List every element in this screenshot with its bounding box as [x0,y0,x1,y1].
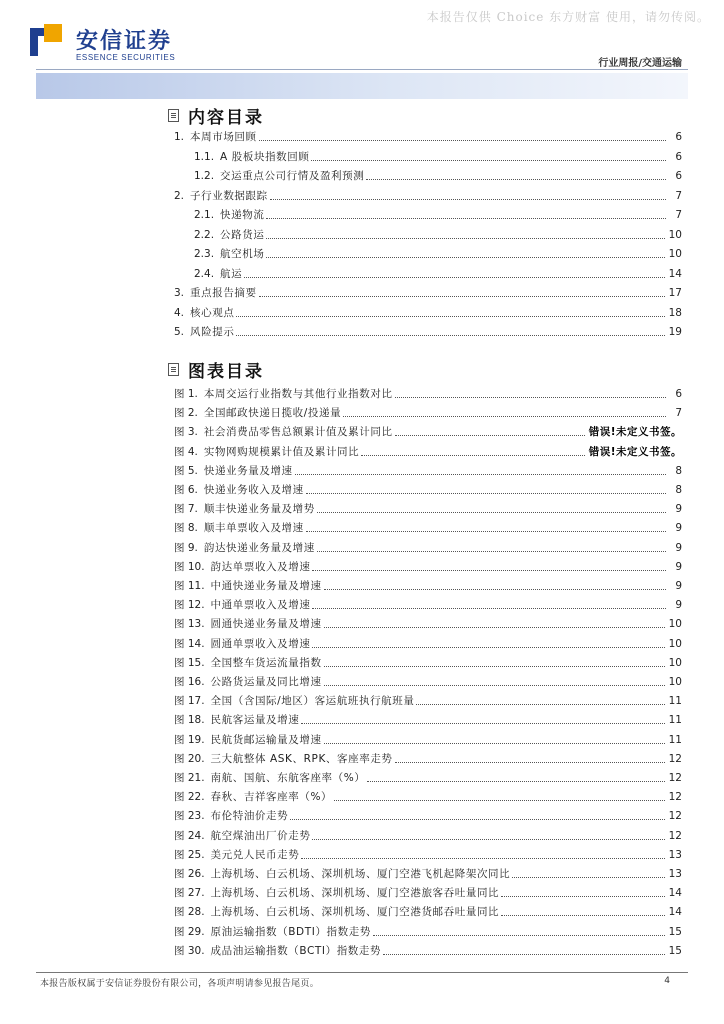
toc-entry[interactable] [194,226,682,244]
toc-entry-label: 上海机场、白云机场、深圳机场、厦门空港货邮吞吐量同比 [210,906,500,919]
toc-entry-page: 12 [668,810,682,823]
dot-leader [312,646,664,648]
toc-entry-page: 11 [668,695,682,708]
document-icon [168,109,179,122]
toc-entry-label: 快递业务收入及增速 [203,484,304,496]
toc-entry-label: 上海机场、白云机场、深圳机场、厦门空港飞机起降架次同比 [210,868,511,880]
toc-entry[interactable] [174,731,682,749]
toc-entry-label: 航运 [220,267,243,280]
toc-entry-label: 全国（含国际/地区）客运航班执行航班量 [210,695,415,708]
toc-entry[interactable] [174,769,682,787]
toc-entry-page: 9 [675,503,682,516]
toc-entry-page: 13 [668,868,682,880]
toc-entry-page: 19 [668,326,682,338]
toc-entry-page: 错误!未定义书签。 [588,445,682,458]
toc-entry-label: 美元兑人民币走势 [210,848,300,861]
toc-entry-number: 图 9. [174,541,198,554]
toc-entry-page: 6 [675,150,682,163]
toc-entry-page: 7 [675,407,682,420]
toc-entry-number: 图 30. [174,944,205,957]
dot-leader [266,217,666,219]
toc-entry-label: 子行业数据跟踪 [190,189,268,202]
dot-leader [317,511,666,513]
toc-entry[interactable] [174,404,682,422]
toc-entry-label: 圆通快递业务量及增速 [210,618,322,631]
toc-entry[interactable] [174,284,682,302]
toc-entry[interactable] [174,923,682,941]
toc-entry-label: 快递物流 [220,209,265,221]
toc-entry-label: 快递业务量及增速 [203,464,293,477]
toc-entry-label: 公路货运量及同比增速 [210,676,322,688]
toc-entry-number: 图 19. [174,733,205,746]
toc-entry-label: 公路货运 [220,228,265,241]
dot-leader [312,607,666,609]
toc-entry-page: 12 [668,791,682,804]
toc-entry-page: 7 [675,209,682,221]
toc-entry-number: 图 3. [174,426,198,439]
toc-entry-page: 8 [675,464,682,477]
contents-heading [168,103,264,127]
toc-entry-number: 图 7. [174,503,198,516]
toc-entry-label: 重点报告摘要 [190,287,257,299]
toc-entry-number: 图 16. [174,676,205,688]
toc-entry-label: 中通快递业务量及增速 [210,580,322,592]
essence-logo-icon [30,24,70,64]
toc-entry-number: 图 14. [174,637,205,650]
toc-entry[interactable] [174,187,682,205]
toc-entry-label: 顺丰快递业务量及增势 [203,503,315,516]
toc-entry[interactable] [174,846,682,864]
toc-entry-page: 14 [668,887,682,900]
document-icon [168,363,179,376]
toc-entry-page: 10 [668,676,682,688]
header-divider [36,69,688,70]
dot-leader [259,139,666,141]
toc-entry-page: 15 [668,944,682,957]
toc-entry-number: 2.4. [194,267,215,280]
toc-entry-page: 6 [675,170,682,182]
toc-entry-label: 航空煤油出厂价走势 [210,829,311,842]
toc-entry[interactable] [194,167,682,185]
dot-leader [270,198,666,200]
toc-entry[interactable] [174,711,682,729]
toc-entry-label: 上海机场、白云机场、深圳机场、厦门空港旅客吞吐量同比 [210,887,500,900]
contents-title: 内容目录 [188,107,264,128]
toc-entry-page: 6 [675,131,682,143]
toc-entry-number: 图 23. [174,810,205,823]
dot-leader [301,857,664,859]
toc-entry-page: 9 [675,599,682,612]
toc-entry[interactable] [174,654,682,672]
toc-entry[interactable] [174,942,682,960]
toc-entry-page: 17 [668,287,682,299]
toc-entry-page: 9 [675,580,682,592]
dot-leader [295,473,666,475]
toc-entry-number: 3. [174,287,185,299]
toc-entry-label: 本周交运行业指数与其他行业指数对比 [203,388,393,400]
toc-entry-page: 12 [668,772,682,784]
toc-entry-number: 图 5. [174,464,198,477]
toc-entry-page: 10 [668,248,682,260]
dot-leader [290,818,664,820]
dot-leader [324,665,665,667]
toc-entry[interactable] [174,903,682,921]
toc-entry-page: 14 [668,267,682,280]
toc-entry-label: 布伦特油价走势 [210,810,289,823]
toc-entry[interactable] [174,519,682,537]
dot-leader [343,415,666,417]
dot-leader [259,295,665,297]
dot-leader [366,178,666,180]
toc-entry-number: 1.2. [194,170,215,182]
dot-leader [501,914,664,916]
company-logo [30,22,180,72]
toc-entry-page: 18 [668,306,682,319]
toc-entry-number: 图 8. [174,522,198,535]
toc-entry-page: 10 [668,656,682,669]
toc-entry-page: 6 [675,388,682,400]
toc-entry[interactable] [174,615,682,633]
toc-entry-label: 春秋、吉祥客座率（%） [210,791,333,804]
dot-leader [512,876,664,878]
toc-entry-number: 图 13. [174,618,205,631]
toc-entry-label: 风险提示 [190,326,235,338]
toc-entry-page: 10 [668,637,682,650]
dot-leader [236,315,664,317]
toc-entry[interactable] [174,385,682,403]
toc-entry-number: 1.1. [194,150,215,163]
toc-entry-label: A 股板块指数回顾 [220,150,310,163]
toc-entry-number: 4. [174,306,185,319]
dot-leader [312,569,666,571]
toc-entry[interactable] [174,539,682,557]
brand-name-en: ESSENCE SECURITIES [76,53,176,62]
watermark: 本报告仅供 Choice 东方财富 使用，请勿传阅。 [426,10,710,24]
toc-entry[interactable] [174,692,682,710]
toc-entry-number: 图 12. [174,599,205,612]
toc-entry-label: 民航客运量及增速 [210,714,300,727]
toc-entry[interactable] [174,462,682,480]
dot-leader [306,492,666,494]
toc-entry-number: 图 11. [174,580,205,592]
dot-leader [311,159,666,161]
dot-leader [324,742,665,744]
dot-leader [361,454,584,456]
toc-entry-page: 13 [668,848,682,861]
dot-leader [395,761,665,763]
toc-entry-label: 韵达快递业务量及增速 [203,541,315,554]
toc-entry-number: 图 6. [174,484,198,496]
toc-entry[interactable] [194,245,682,263]
toc-entry-label: 民航货邮运输量及增速 [210,733,322,746]
toc-entry-number: 图 21. [174,772,205,784]
toc-entry-label: 交运重点公司行情及盈利预测 [220,170,365,182]
toc-entry-label: 中通单票收入及增速 [210,599,311,612]
toc-entry[interactable] [174,750,682,768]
toc-entry[interactable] [194,265,682,283]
dot-leader [395,396,666,398]
toc-entry-label: 圆通单票收入及增速 [210,637,311,650]
toc-entry[interactable] [174,577,682,595]
figures-heading [168,357,264,381]
toc-entry[interactable] [174,635,682,653]
dot-leader [373,934,665,936]
dot-leader [395,434,585,436]
toc-entry-page: 9 [675,560,682,573]
toc-entry[interactable] [174,807,682,825]
dot-leader [312,838,664,840]
toc-entry-number: 2. [174,189,185,202]
toc-entry[interactable] [174,481,682,499]
toc-entry-page: 15 [668,925,682,938]
toc-entry[interactable] [174,500,682,518]
toc-entry-label: 实物网购规模累计值及累计同比 [203,445,360,458]
toc-entry[interactable] [174,673,682,691]
page-number: 4 [664,976,670,986]
toc-entry[interactable] [174,788,682,806]
dot-leader [266,256,664,258]
toc-entry-page: 9 [675,522,682,535]
toc-entry-page: 错误!未定义书签。 [588,426,682,439]
toc-entry-number: 图 28. [174,906,205,919]
toc-entry-page: 9 [675,541,682,554]
toc-entry-label: 原油运输指数（BDTI）指数走势 [210,925,371,938]
toc-entry-label: 核心观点 [190,306,235,319]
dot-leader [301,722,664,724]
dot-leader [383,953,665,955]
toc-entry-number: 图 25. [174,848,205,861]
toc-entry[interactable] [194,206,682,224]
toc-entry-number: 图 24. [174,829,205,842]
toc-entry-label: 韵达单票收入及增速 [210,560,311,573]
toc-entry-number: 图 18. [174,714,205,727]
dot-leader [501,895,664,897]
toc-entry-page: 12 [668,829,682,842]
header-band [36,73,688,99]
toc-entry[interactable] [174,323,682,341]
toc-entry-number: 2.2. [194,228,215,241]
toc-entry-number: 图 22. [174,791,205,804]
figures-title: 图表目录 [188,361,264,382]
toc-entry-number: 图 1. [174,388,198,400]
dot-leader [416,703,664,705]
toc-entry-label: 全国整车货运流量指数 [210,656,322,669]
dot-leader [266,237,664,239]
toc-entry-label: 本周市场回顾 [190,131,257,143]
toc-entry-page: 7 [675,189,682,202]
dot-leader [324,588,666,590]
toc-entry[interactable] [174,558,682,576]
toc-entry-label: 顺丰单票收入及增速 [203,522,304,535]
toc-entry[interactable] [174,884,682,902]
toc-entry-label: 航空机场 [220,248,265,260]
toc-entry-number: 图 2. [174,407,198,420]
toc-entry-number: 5. [174,326,185,338]
toc-entry-number: 图 4. [174,445,198,458]
brand-name-cn: 安信证券 [76,29,173,54]
toc-entry[interactable] [174,596,682,614]
dot-leader [244,276,664,278]
toc-entry-page: 10 [668,228,682,241]
toc-entry[interactable] [174,443,682,461]
toc-entry-number: 图 15. [174,656,205,669]
report-type: 行业周报/交通运输 [598,58,682,69]
toc-entry-number: 图 27. [174,887,205,900]
toc-entry-number: 2.1. [194,209,215,221]
toc-entry[interactable] [194,148,682,166]
toc-entry[interactable] [174,827,682,845]
toc-entry-page: 8 [675,484,682,496]
toc-entry[interactable] [174,304,682,322]
toc-entry-number: 图 20. [174,752,205,765]
dot-leader [317,550,666,552]
dot-leader [306,530,666,532]
toc-entry-number: 2.3. [194,248,215,260]
toc-entry-page: 14 [668,906,682,919]
toc-entry-number: 图 29. [174,925,205,938]
footer-divider [36,972,688,973]
toc-entry-label: 三大航整体 ASK、RPK、客座率走势 [210,752,393,765]
toc-entry[interactable] [174,128,682,146]
toc-entry-page: 12 [668,752,682,765]
dot-leader [236,334,664,336]
toc-entry-page: 11 [668,733,682,746]
toc-entry-number: 图 10. [174,560,205,573]
toc-entry[interactable] [174,423,682,441]
toc-entry-label: 全国邮政快递日揽收/投递量 [203,407,342,420]
dot-leader [334,799,665,801]
toc-entry-number: 1. [174,131,185,143]
toc-entry-label: 成品油运输指数（BCTI）指数走势 [210,944,382,957]
toc-entry-page: 10 [668,618,682,631]
dot-leader [324,626,665,628]
toc-entry-label: 南航、国航、东航客座率（%） [210,772,366,784]
dot-leader [324,684,665,686]
toc-entry-page: 11 [668,714,682,727]
toc-entry[interactable] [174,865,682,883]
toc-entry-number: 图 26. [174,868,205,880]
footer-disclaimer: 本报告版权属于安信证券股份有限公司，各项声明请参见报告尾页。 [40,979,320,989]
toc-entry-label: 社会消费品零售总额累计值及累计同比 [203,426,393,439]
toc-entry-number: 图 17. [174,695,205,708]
dot-leader [367,780,664,782]
